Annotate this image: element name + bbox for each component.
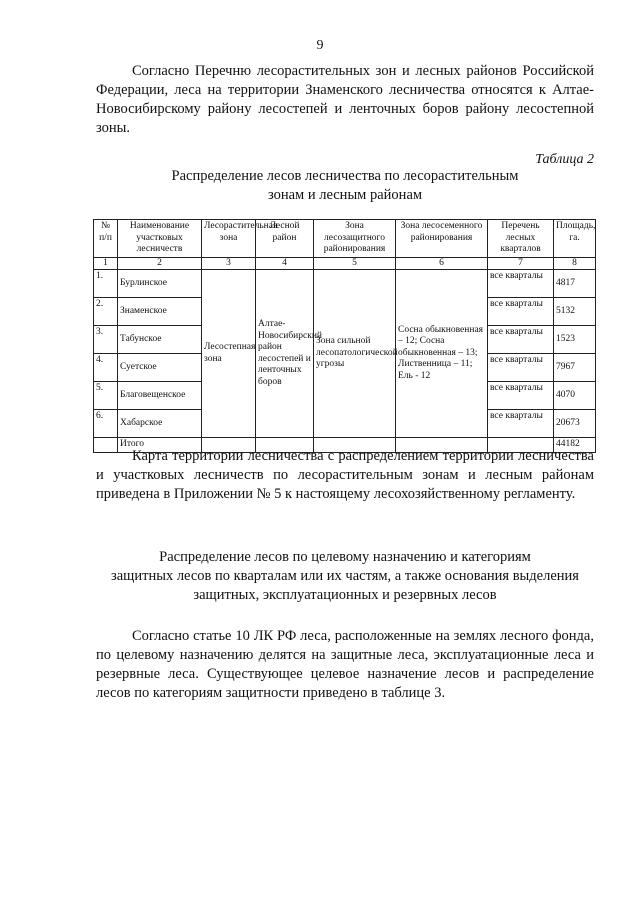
- section-title-line: Распределение лесов по целевому назначению и категориям: [159, 549, 531, 565]
- total-label: Итого: [118, 438, 202, 453]
- header-cell: Наименование участковых лесничеств: [118, 220, 202, 258]
- table-caption: [96, 167, 594, 205]
- forest-distribution-table: [93, 219, 596, 453]
- final-paragraph: Согласно статье 10 ЛК РФ леса, расположенные на землях лесного фонда, по целевому назначению делятся на защитные леса, эксплуатационные леса и резервные леса. Существующее целевое назначение лесов и распределение лесов по категориям защитности приведено в таблице 3.: [96, 628, 594, 701]
- header-cell: Зона лесосеменного районирования: [396, 220, 488, 258]
- area-cell: 4070: [554, 382, 596, 410]
- forestry-name: Знаменское: [118, 298, 202, 326]
- quarters-cell: все кварталы: [488, 270, 554, 298]
- quarters-cell: все кварталы: [488, 354, 554, 382]
- section-title: [96, 548, 594, 605]
- column-number-row: [94, 257, 596, 270]
- protection-zone-cell: Зона сильной лесопатологической угрозы: [314, 270, 396, 438]
- table-caption-line: Распределение лесов лесничества по лесорастительным: [171, 168, 519, 184]
- forestry-name: Благовещенское: [118, 382, 202, 410]
- quarters-cell: все кварталы: [488, 326, 554, 354]
- column-number: 7: [488, 257, 554, 270]
- column-number: 5: [314, 257, 396, 270]
- column-number: 6: [396, 257, 488, 270]
- quarters-cell: все кварталы: [488, 298, 554, 326]
- column-number: 3: [202, 257, 256, 270]
- row-number: 3.: [94, 326, 118, 354]
- column-number: 8: [554, 257, 596, 270]
- quarters-cell: все кварталы: [488, 382, 554, 410]
- forestry-name: Бурлинское: [118, 270, 202, 298]
- header-cell: Площадь, га.: [554, 220, 596, 258]
- header-cell: Лесной район: [256, 220, 314, 258]
- area-cell: 4817: [554, 270, 596, 298]
- header-cell: Перечень лесных кварталов: [488, 220, 554, 258]
- quarters-cell: все кварталы: [488, 410, 554, 438]
- table-header-row: [94, 220, 596, 258]
- map-paragraph: Карта территории лесничества с распределением территории лесничества и участковых лесничеств по лесорастительным зонам и лесным районам приведена в Приложении № 5 к настоящему лесохозяйственному регламенту.: [96, 448, 594, 502]
- page-number: 9: [316, 38, 324, 53]
- row-number: 6.: [94, 410, 118, 438]
- column-number: 4: [256, 257, 314, 270]
- forest-district-cell: Алтае-Новосибирский район лесостепей и ленточных боров: [256, 270, 314, 438]
- area-cell: 7967: [554, 354, 596, 382]
- row-number: 2.: [94, 298, 118, 326]
- column-number: 1: [94, 257, 118, 270]
- intro-paragraph: Согласно Перечню лесорастительных зон и лесных районов Российской Федерации, леса на территории Знаменского лесничества относятся к Алтае-Новосибирскому району лесостепей и ленточных боров району лесостепной зоны.: [96, 63, 594, 136]
- forestry-name: Табунское: [118, 326, 202, 354]
- seed-zone-cell: Сосна обыкновенная – 12; Сосна обыкновенная – 13; Лиственница – 11; Ель - 12: [396, 270, 488, 438]
- header-cell: Зона лесозащитного районирования: [314, 220, 396, 258]
- section-title-line: защитных лесов по кварталам или их частям, а также основания выделения: [111, 568, 579, 584]
- table-caption-line: зонам и лесным районам: [267, 187, 423, 203]
- header-cell: № п/п: [94, 220, 118, 258]
- forestry-name: Хабарское: [118, 410, 202, 438]
- total-area: 44182: [554, 438, 596, 453]
- header-cell: Лесорастительная зона: [202, 220, 256, 258]
- forest-zone-cell: Лесостепная зона: [202, 270, 256, 438]
- table-row: [94, 270, 596, 298]
- row-number: 5.: [94, 382, 118, 410]
- forestry-name: Суетское: [118, 354, 202, 382]
- column-number: 2: [118, 257, 202, 270]
- area-cell: 1523: [554, 326, 596, 354]
- area-cell: 20673: [554, 410, 596, 438]
- row-number: 4.: [94, 354, 118, 382]
- table-label: Таблица 2: [535, 152, 594, 167]
- area-cell: 5132: [554, 298, 596, 326]
- row-number: 1.: [94, 270, 118, 298]
- section-title-line: защитных, эксплуатационных и резервных лесов: [193, 587, 497, 603]
